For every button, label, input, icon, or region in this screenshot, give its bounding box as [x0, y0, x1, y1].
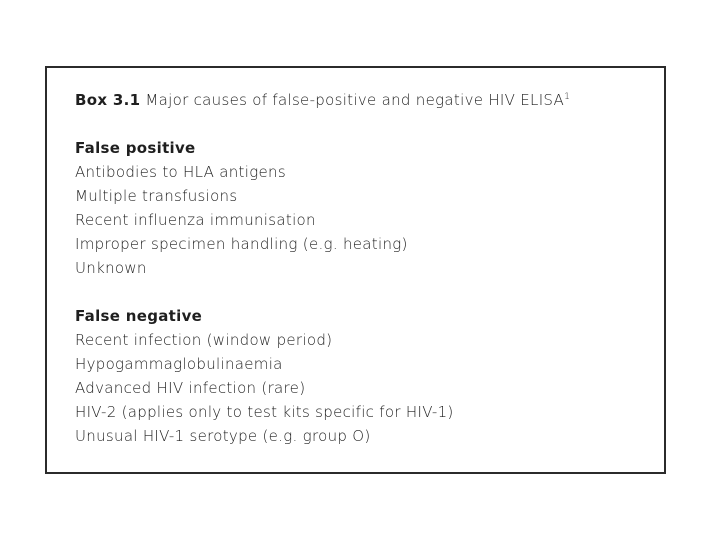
list-item: Unusual HIV-1 serotype (e.g. group O) — [75, 427, 371, 445]
section-false-positive — [75, 136, 654, 280]
list-item: Hypogammaglobulinaemia — [75, 355, 283, 373]
list-item: Advanced HIV infection (rare) — [75, 379, 306, 397]
box-title — [75, 88, 654, 112]
list-item: HIV-2 (applies only to test kits specific for HIV-1) — [75, 403, 454, 421]
list-item: Antibodies to HLA antigens — [75, 163, 286, 181]
list-item: Recent infection (window period) — [75, 331, 333, 349]
list-item: Recent influenza immunisation — [75, 211, 316, 229]
list-item: Improper specimen handling (e.g. heating) — [75, 235, 408, 253]
list-item: Unknown — [75, 259, 147, 277]
info-box — [45, 66, 666, 474]
section-false-negative — [75, 304, 654, 448]
reference-marker: 1 — [564, 92, 571, 102]
list-item: Multiple transfusions — [75, 187, 238, 205]
box-title-text: Major causes of false-positive and negative HIV ELISA — [145, 91, 565, 109]
box-number: Box 3.1 — [75, 91, 141, 109]
section-heading: False negative — [75, 307, 203, 325]
box-content — [75, 88, 654, 448]
section-heading: False positive — [75, 139, 196, 157]
